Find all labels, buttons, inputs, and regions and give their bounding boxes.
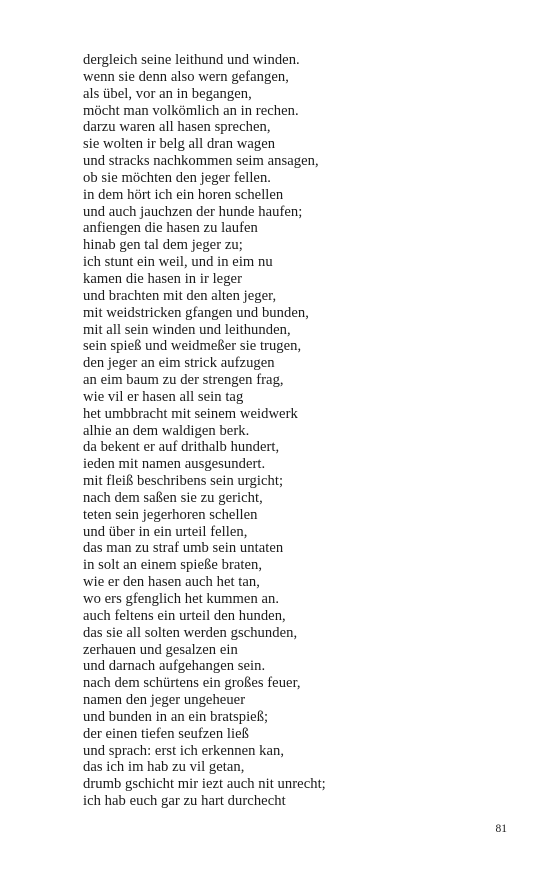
poem-line: teten sein jegerhoren schellen	[83, 506, 258, 523]
poem-line: zerhauen und gesalzen ein	[83, 641, 238, 658]
poem-line: das ich im hab zu vil getan,	[83, 759, 245, 776]
poem-line: als übel, vor an in begangen,	[83, 85, 252, 102]
poem-line: kamen die hasen in ir leger	[83, 270, 242, 287]
poem-line: und darnach aufgehangen sein.	[83, 658, 266, 675]
poem-line: da bekent er auf drithalb hundert,	[83, 439, 280, 456]
poem-line: nach dem schürtens ein großes feuer,	[83, 675, 301, 692]
poem-line: dergleich seine leithund und winden.	[83, 52, 300, 68]
poem-line: darzu waren all hasen sprechen,	[83, 119, 271, 136]
poem-line: sie wolten ir belg all dran wagen	[83, 136, 276, 153]
poem-line: in solt an einem spieße braten,	[83, 557, 263, 574]
poem-line: nach dem saßen sie zu gericht,	[83, 489, 263, 506]
poem-line: mit all sein winden und leithunden,	[83, 321, 291, 338]
poem-line: wie er den hasen auch het tan,	[83, 574, 260, 591]
poem-line: anfiengen die hasen zu laufen	[83, 220, 258, 237]
poem-line: das sie all solten werden gschunden,	[83, 624, 298, 641]
poem-line: wenn sie denn also wern gefangen,	[83, 68, 289, 85]
poem-line: möcht man volkömlich an in rechen.	[83, 102, 299, 119]
poem-line: an eim baum zu der strengen frag,	[83, 372, 284, 389]
poem-line: das man zu straf umb sein untaten	[83, 540, 284, 557]
poem-line: drumb gschicht mir iezt auch nit unrecht;	[83, 776, 326, 793]
poem-line: auch feltens ein urteil den hunden,	[83, 607, 286, 624]
poem-line: het umbbracht mit seinem weidwerk	[83, 405, 298, 422]
poem-line: und sprach: erst ich erkennen kan,	[83, 742, 285, 759]
poem-line: namen den jeger ungeheuer	[83, 692, 246, 709]
poem-line: und stracks nachkommen seim ansagen,	[83, 153, 319, 170]
poem-line: in dem hört ich ein horen schellen	[83, 186, 284, 203]
poem-line: und brachten mit den alten jeger,	[83, 287, 277, 304]
poem-line: ob sie möchten den jeger fellen.	[83, 169, 272, 186]
poem-line: sein spieß und weidmeßer sie trugen,	[83, 338, 302, 355]
poem-line: ich hab euch gar zu hart durchecht	[83, 793, 286, 810]
poem-line: und über in ein urteil fellen,	[83, 523, 248, 540]
poem-line: ieden mit namen ausgesundert.	[83, 456, 266, 473]
poem-line: wo ers gfenglich het kummen an.	[83, 591, 280, 607]
poem-line: wie vil er hasen all sein tag	[83, 388, 244, 405]
poem-line: alhie an dem waldigen berk.	[83, 422, 250, 439]
poem-line: ich stunt ein weil, und in eim nu	[83, 254, 273, 271]
poem-line: hinab gen tal dem jeger zu;	[83, 237, 243, 254]
page-number: 81	[495, 823, 507, 835]
poem-line: mit fleiß beschribens sein urgicht;	[83, 473, 284, 490]
poem-line: und bunden in an ein bratspieß;	[83, 708, 269, 725]
poem-line: den jeger an eim strick aufzugen	[83, 355, 275, 372]
poem-line: und auch jauchzen der hunde haufen;	[83, 203, 303, 220]
poem-text	[83, 52, 503, 810]
poem-line: der einen tiefen seufzen ließ	[83, 725, 249, 742]
poem-line: mit weidstricken gfangen und bunden,	[83, 304, 309, 321]
